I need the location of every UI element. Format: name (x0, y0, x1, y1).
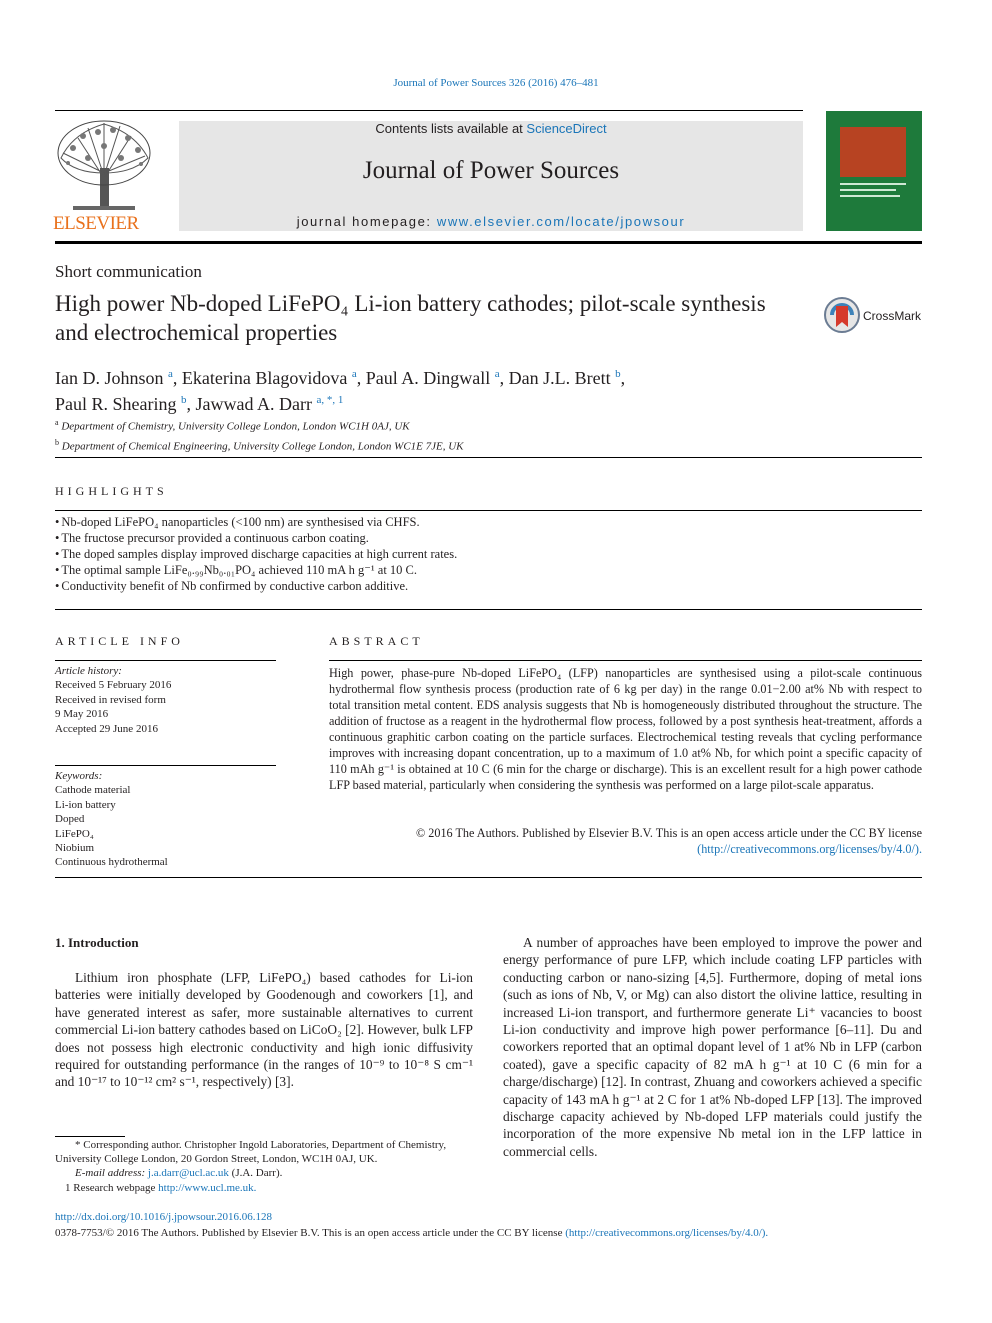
section-heading-introduction: 1. Introduction (55, 935, 139, 950)
research-webpage-note (55, 1181, 473, 1195)
email-note (55, 1166, 473, 1180)
author[interactable] (55, 394, 196, 414)
research-label: 1 Research webpage (65, 1181, 156, 1194)
author-name: Paul A. Dingwall (365, 368, 491, 388)
journal-cover-thumbnail (826, 111, 922, 231)
author-separator: , (499, 368, 509, 388)
footer-license-text: 0378-7753/© 2016 The Authors. Published by Elsevier B.V. This is an open access article under the CC BY license (55, 1227, 563, 1239)
author[interactable] (509, 368, 625, 388)
sciencedirect-link[interactable]: ScienceDirect (526, 121, 607, 136)
license-link[interactable]: (http://creativecommons.org/licenses/by/4.0/). (697, 842, 922, 856)
doi-link[interactable]: http://dx.doi.org/10.1016/j.jpowsour.2016.06.128 (55, 1211, 273, 1223)
author-affiliation-mark[interactable]: b (615, 368, 621, 380)
email-link[interactable]: j.a.darr@ucl.ac.uk (147, 1167, 229, 1180)
article-history (55, 664, 276, 736)
footer-license (55, 1227, 768, 1239)
affiliation-key: a (55, 418, 59, 427)
header-thick-rule (55, 241, 922, 244)
highlights-heading: HIGHLIGHTS (55, 484, 168, 498)
author-separator: , (356, 368, 366, 388)
author-name: Jawwad A. Darr (195, 394, 312, 414)
intro-paragraph-right: A number of approaches have been employed to improve the power and energy performance of pure LFP, which include coating LFP particles with conducting carbon or nano-sizing [4,5]. Furthermore, doping of metal ions (such as ions of Nb, V, or Mg) can also distort the olivine lattice, resulting in increased Li-ion transport, and furthermore generate Li⁺ vacancies to boost Li-ion conductivity and improve high power performance [6–11]. Du and coworkers reported that an optimal dopant level of 1 at% Nb in LFP (carbon coated), gave a specific capacity of 82 mA h g⁻¹ at 10 C (6 min for a charge/discharge) [12]. In contrast, Zhuang and coworkers achieved a specific capacity of 143 mA h g⁻¹ at 2 C for 1 at% Nb-doped LFP [13]. The improved discharge capacity achieved by Nb-doped LFP materials could justify the incorporation of the more expensive Nb metal ion in the LFP lattice in commercial cells. (503, 935, 922, 1159)
corresponding-author-note: * Corresponding author. Christopher Ingold Laboratories, Department of Chemistry, University College London, 20 Gordon Street, London, WC1H 0AJ, UK. (55, 1139, 447, 1166)
elsevier-wordmark: ELSEVIER (53, 213, 139, 234)
author-separator: , (186, 394, 196, 414)
email-suffix: (J.A. Darr). (231, 1167, 283, 1180)
research-webpage-link[interactable]: http://www.ucl.me.uk. (158, 1181, 257, 1194)
abstract-text: High power, phase-pure Nb-doped LiFePO₄ (LFP) nanoparticles are synthesised using a pilot-scale continuous hydrothermal flow synthesis process (production rate of 6 kg per day) in the range 0.01−2.00 at% Nb with respect to total transition metal content. EDS analysis suggests that Nb is homogeneously distributed throughout the structure. The addition of fructose as a reagent in the hydrothermal flow process, followed by a post synthesis heat-treatment, affords a continuous graphitic carbon coating on the particle surfaces. Electrochemical testing reveals that cycling performance improves with increasing dopant concentration, up to a maximum of 1.0 at% Nb, for which point a specific capacity of 110 mAh g⁻¹ is obtained at 10 C (6 min for the charge or discharge). This is an excellent result for a high power cathode LFP based material, particularly when considering the synthesis was performed on a large pilot-scale apparatus. (329, 666, 922, 792)
author[interactable] (55, 368, 182, 388)
footnote-rule (55, 1136, 125, 1137)
abstract-copyright (329, 825, 922, 857)
homepage-line (179, 214, 803, 229)
crossmark-badge[interactable] (824, 296, 924, 336)
intro-paragraph-left: Lithium iron phosphate (LFP, LiFePO₄) based cathodes for Li-ion batteries were initially developed by Goodenough and coworkers [1], and have generated interest as safer, more sustainable alternatives to current commercial Li-ion battery cathodes based on LiCoO₂ [2]. However, bulk LFP does not possess high electronic conductivity and high ionic diffusivity required for outstanding performance (in the ranges of 10⁻⁹ to 10⁻⁸ S cm⁻¹ and 10⁻¹⁷ to 10⁻¹² cm² s⁻¹, respectively) [3]. (55, 970, 473, 1090)
history-label: Article history: (55, 665, 122, 677)
history-line: Accepted 29 June 2016 (55, 722, 158, 735)
highlight-item: • Conductivity benefit of Nb confirmed by conductive carbon additive. (55, 578, 922, 594)
journal-name: Journal of Power Sources (362, 157, 620, 184)
keyword: Niobium (55, 842, 95, 855)
affiliations (55, 415, 464, 454)
author-list (55, 363, 795, 415)
keyword: Cathode material (55, 784, 131, 797)
author[interactable] (182, 368, 366, 388)
history-line: Received in revised form (55, 693, 166, 706)
author-name: Dan J.L. Brett (508, 368, 611, 388)
keyword: Li-ion battery (55, 798, 116, 811)
history-line: Received 5 February 2016 (55, 679, 172, 692)
footnotes (55, 1138, 473, 1195)
author-name: Ekaterina Blagovidova (181, 368, 348, 388)
author-affiliation-mark[interactable]: a (351, 368, 357, 380)
author-affiliation-mark[interactable]: a (168, 368, 173, 380)
author-affiliation-mark[interactable]: a (494, 368, 500, 380)
author-separator: , (172, 368, 182, 388)
affiliation-text: Department of Chemistry, University College London, London WC1H 0AJ, UK (61, 420, 410, 433)
highlight-item: • Nb-doped LiFePO₄ nanoparticles (<100 nm) are synthesised via CHFS. (55, 514, 922, 530)
affiliation-key: b (55, 437, 59, 447)
author-affiliation-mark[interactable]: a, *, 1 (316, 394, 344, 406)
abstract-heading: ABSTRACT (329, 634, 424, 648)
contents-line (179, 121, 803, 136)
keywords-label: Keywords: (55, 770, 103, 782)
crossmark-label: CrossMark (863, 309, 922, 323)
highlight-item: • The doped samples display improved discharge capacities at high current rates. (55, 546, 922, 562)
highlight-item: • The optimal sample LiFe₀.₉₉Nb₀.₀₁PO₄ achieved 110 mA h g⁻¹ at 10 C. (55, 562, 922, 578)
article-title: High power Nb-doped LiFePO₄ Li-ion battery cathodes; pilot-scale synthesis and electrochemical properties (55, 291, 766, 345)
header-top-rule (55, 110, 803, 111)
homepage-label: journal homepage: (296, 214, 437, 229)
author-name: Ian D. Johnson (55, 368, 164, 388)
author[interactable] (366, 368, 509, 388)
author[interactable] (196, 394, 344, 414)
footer-license-link[interactable]: (http://creativecommons.org/licenses/by/4.0/). (565, 1227, 769, 1239)
article-info-bottom-rule (55, 877, 922, 878)
article-info-rule (55, 660, 276, 661)
affiliation (55, 415, 464, 435)
contents-prefix: Contents lists available at (375, 121, 527, 136)
affiliation-rule (55, 457, 922, 458)
journal-citation[interactable]: Journal of Power Sources 326 (2016) 476–481 (393, 77, 599, 89)
highlights-list (55, 514, 922, 594)
email-label: E-mail address: (75, 1167, 146, 1180)
article-info-heading: ARTICLE INFO (55, 634, 184, 648)
affiliation-text: Department of Chemical Engineering, University College London, London WC1E 7JE, UK (61, 440, 464, 453)
keywords-rule (55, 765, 276, 766)
keywords (55, 769, 276, 870)
author-name: Paul R. Shearing (55, 394, 177, 414)
keyword: Continuous hydrothermal (55, 856, 168, 869)
homepage-link[interactable]: www.elsevier.com/locate/jpowsour (436, 214, 686, 229)
highlights-rule-top (55, 510, 922, 511)
highlights-rule-bottom (55, 609, 922, 610)
history-line: 9 May 2016 (55, 708, 109, 721)
keyword: Doped (55, 813, 85, 826)
affiliation (55, 435, 464, 455)
abstract-rule (329, 660, 922, 661)
highlight-item: • The fructose precursor provided a continuous carbon coating. (55, 530, 922, 546)
copyright-text: © 2016 The Authors. Published by Elsevier B.V. This is an open access article under the CC BY license (415, 826, 922, 840)
keyword: LiFePO₄ (55, 827, 94, 840)
author-affiliation-mark[interactable]: b (181, 394, 187, 406)
author-separator: , (620, 368, 626, 388)
article-type: Short communication (55, 262, 202, 281)
